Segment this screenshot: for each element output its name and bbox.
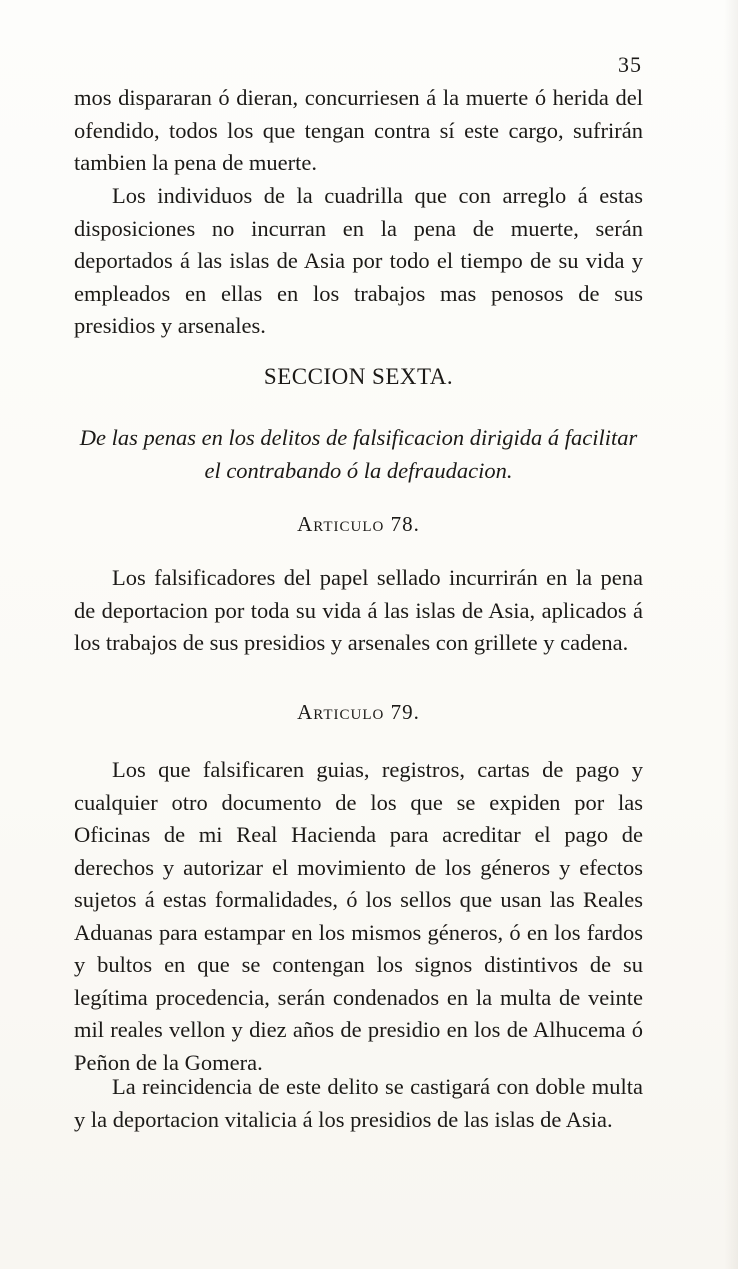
section-title: SECCION SEXTA. [263,364,454,389]
page-edge-shadow [724,0,738,1269]
paragraph-continuation: mos dispararan ó dieran, concurriesen á la muerte ó herida del ofendido, todos los que tengan contra sí este cargo, sufrirán tambien la pena de muerte. [74,85,643,175]
page-number: 35 [618,52,642,77]
article-79-heading: Articulo 79. [297,700,420,724]
article-78-heading: Articulo 78. [297,512,420,536]
paragraph-cuadrilla: Los individuos de la cuadrilla que con arreglo á estas disposiciones no incurran en la pena de muerte, serán deportados á las islas de Asia por todo el tiempo de su vida y empleados en ellas en los trabajos mas penosos de sus presidios y arsenales. [74,183,643,338]
article-79-reincidencia: La reincidencia de este delito se castigará con doble multa y la deportacion vitalicia á los presidios de las islas de Asia. [74,1074,643,1132]
section-subtitle: De las penas en los delitos de falsificacion dirigida á facilitar el contrabando ó la defraudacion. [79,425,638,483]
article-78-text: Los falsificadores del papel sellado incurrirán en la pena de deportacion por toda su vida á las islas de Asia, aplicados á los trabajos de sus presidios y arsenales con grillete y cadena. [74,565,643,655]
article-79-text: Los que falsificaren guias, registros, cartas de pago y cualquier otro documento de los que se expiden por las Oficinas de mi Real Hacienda para acreditar el pago de derechos y autorizar el movimiento de los géneros y efectos sujetos á estas formalidades, ó los sellos que usan las Reales Aduanas para estampar en los mismos géneros, ó en los fardos y bultos en que se contengan los signos distintivos de su legítima procedencia, serán condenados en la multa de veinte mil reales vellon y diez años de presidio en los de Alhucema ó Peñon de la Gomera. [74,757,643,1075]
